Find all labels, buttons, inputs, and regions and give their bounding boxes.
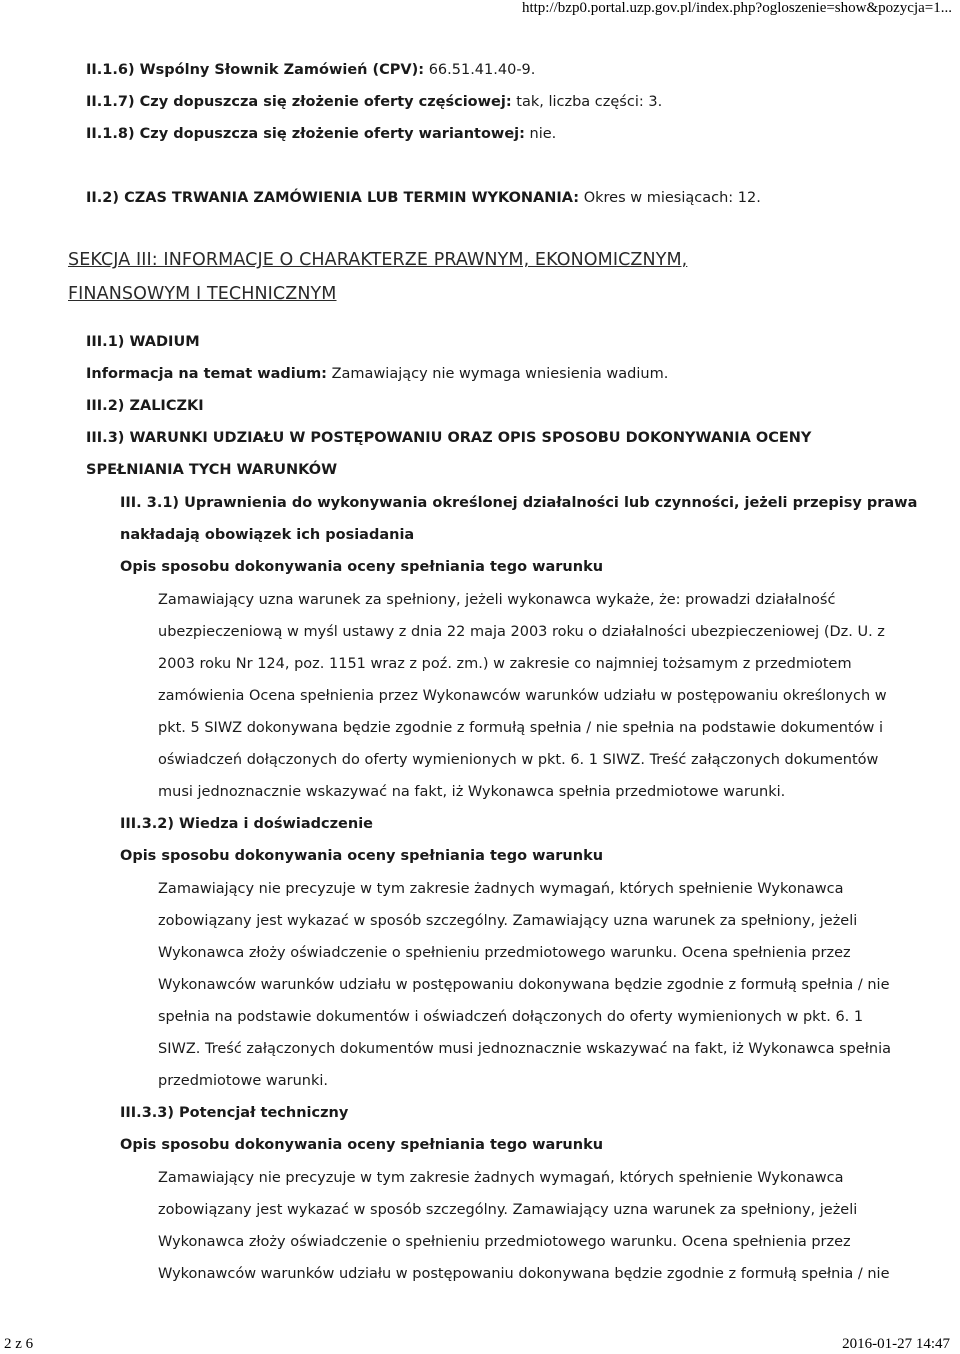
duration-row bbox=[86, 190, 761, 206]
s331-desc-label: Opis sposobu dokonywania oceny spełniania tego warunku bbox=[120, 559, 604, 575]
s331-heading-line1: III. 3.1) Uprawnienia do wykonywania określonej działalności lub czynności, jeżeli przepisy prawa bbox=[120, 495, 918, 511]
warunki-heading-line2: SPEŁNIANIA TYCH WARUNKÓW bbox=[86, 462, 338, 478]
s332-line: przedmiotowe warunki. bbox=[158, 1073, 328, 1089]
s331-line: ubezpieczeniową w myśl ustawy z dnia 22 maja 2003 roku o działalności ubezpieczeniowej (Dz. U. z bbox=[158, 624, 885, 640]
variant-offer-row bbox=[86, 126, 556, 142]
s332-line: Wykonawca złoży oświadczenie o spełnieniu przedmiotowego warunku. Ocena spełnienia przez bbox=[158, 945, 851, 961]
partial-offer-label: II.1.7) Czy dopuszcza się złożenie oferty częściowej: bbox=[86, 94, 512, 110]
s332-line: Wykonawców warunków udziału w postępowaniu dokonywana będzie zgodnie z formułą spełnia / nie bbox=[158, 977, 890, 993]
s331-line: Zamawiający uzna warunek za spełniony, jeżeli wykonawca wykaże, że: prowadzi działalność bbox=[158, 592, 836, 608]
warunki-heading-line1: III.3) WARUNKI UDZIAŁU W POSTĘPOWANIU ORAZ OPIS SPOSOBU DOKONYWANIA OCENY bbox=[86, 430, 812, 446]
s332-line: spełnia na podstawie dokumentów i oświadczeń dołączonych do oferty wymienionych w pkt. 6. 1 bbox=[158, 1009, 864, 1025]
partial-offer-value: tak, liczba części: 3. bbox=[516, 94, 663, 110]
cpv-row bbox=[86, 62, 535, 78]
wadium-value: Zamawiający nie wymaga wniesienia wadium. bbox=[331, 366, 669, 382]
s331-line: pkt. 5 SIWZ dokonywana będzie zgodnie z formułą spełnia / nie spełnia na podstawie dokumentów i bbox=[158, 720, 883, 736]
cpv-value: 66.51.41.40-9. bbox=[428, 62, 536, 78]
duration-label: II.2) CZAS TRWANIA ZAMÓWIENIA LUB TERMIN WYKONANIA: bbox=[86, 190, 580, 206]
s332-line: zobowiązany jest wykazać w sposób szczególny. Zamawiający uzna warunek za spełniony, jeżeli bbox=[158, 913, 858, 929]
s331-line: musi jednoznacznie wskazywać na fakt, iż Wykonawca spełnia przedmiotowe warunki. bbox=[158, 784, 786, 800]
duration-value: Okres w miesiącach: 12. bbox=[583, 190, 761, 206]
s331-line: zamówienia Ocena spełnienia przez Wykonawców warunków udziału w postępowaniu określonych w bbox=[158, 688, 887, 704]
section3-title-line1: SEKCJA III: INFORMACJE O CHARAKTERZE PRAWNYM, EKONOMICZNYM, bbox=[68, 250, 688, 270]
cpv-label: II.1.6) Wspólny Słownik Zamówień (CPV): bbox=[86, 62, 425, 78]
s333-line: Wykonawców warunków udziału w postępowaniu dokonywana będzie zgodnie z formułą spełnia / nie bbox=[158, 1266, 890, 1282]
wadium-row bbox=[86, 366, 668, 382]
s332-description bbox=[158, 873, 891, 1097]
s331-line: 2003 roku Nr 124, poz. 1151 wraz z poź. zm.) w zakresie co najmniej tożsamym z przedmiotem bbox=[158, 656, 852, 672]
zaliczki-heading: III.2) ZALICZKI bbox=[86, 398, 204, 414]
s333-line: zobowiązany jest wykazać w sposób szczególny. Zamawiający uzna warunek za spełniony, jeżeli bbox=[158, 1202, 858, 1218]
section3-title-line2: FINANSOWYM I TECHNICZNYM bbox=[68, 284, 337, 304]
print-datetime: 2016-01-27 14:47 bbox=[842, 1336, 950, 1352]
s332-heading: III.3.2) Wiedza i doświadczenie bbox=[120, 816, 374, 832]
s332-line: Zamawiający nie precyzuje w tym zakresie żadnych wymagań, których spełnienie Wykonawca bbox=[158, 881, 844, 897]
s333-description bbox=[158, 1162, 890, 1290]
s331-description bbox=[158, 584, 887, 808]
wadium-label: Informacja na temat wadium: bbox=[86, 366, 327, 382]
page-counter: 2 z 6 bbox=[4, 1336, 34, 1352]
variant-offer-label: II.1.8) Czy dopuszcza się złożenie oferty wariantowej: bbox=[86, 126, 525, 142]
s331-heading-line2: nakładają obowiązek ich posiadania bbox=[120, 527, 415, 543]
s333-desc-label: Opis sposobu dokonywania oceny spełniania tego warunku bbox=[120, 1137, 604, 1153]
s333-line: Zamawiający nie precyzuje w tym zakresie żadnych wymagań, których spełnienie Wykonawca bbox=[158, 1170, 844, 1186]
s332-line: SIWZ. Treść załączonych dokumentów musi jednoznacznie wskazywać na fakt, iż Wykonawca spełnia bbox=[158, 1041, 892, 1057]
s333-heading: III.3.3) Potencjał techniczny bbox=[120, 1105, 349, 1121]
s332-desc-label: Opis sposobu dokonywania oceny spełniania tego warunku bbox=[120, 848, 604, 864]
s333-line: Wykonawca złoży oświadczenie o spełnieniu przedmiotowego warunku. Ocena spełnienia przez bbox=[158, 1234, 851, 1250]
wadium-heading: III.1) WADIUM bbox=[86, 334, 200, 350]
variant-offer-value: nie. bbox=[529, 126, 557, 142]
print-url: http://bzp0.portal.uzp.gov.pl/index.php?ogloszenie=show&pozycja=1... bbox=[521, 0, 952, 16]
s331-line: oświadczeń dołączonych do oferty wymienionych w pkt. 6. 1 SIWZ. Treść załączonych dokumentów bbox=[158, 752, 879, 768]
partial-offer-row bbox=[86, 94, 662, 110]
